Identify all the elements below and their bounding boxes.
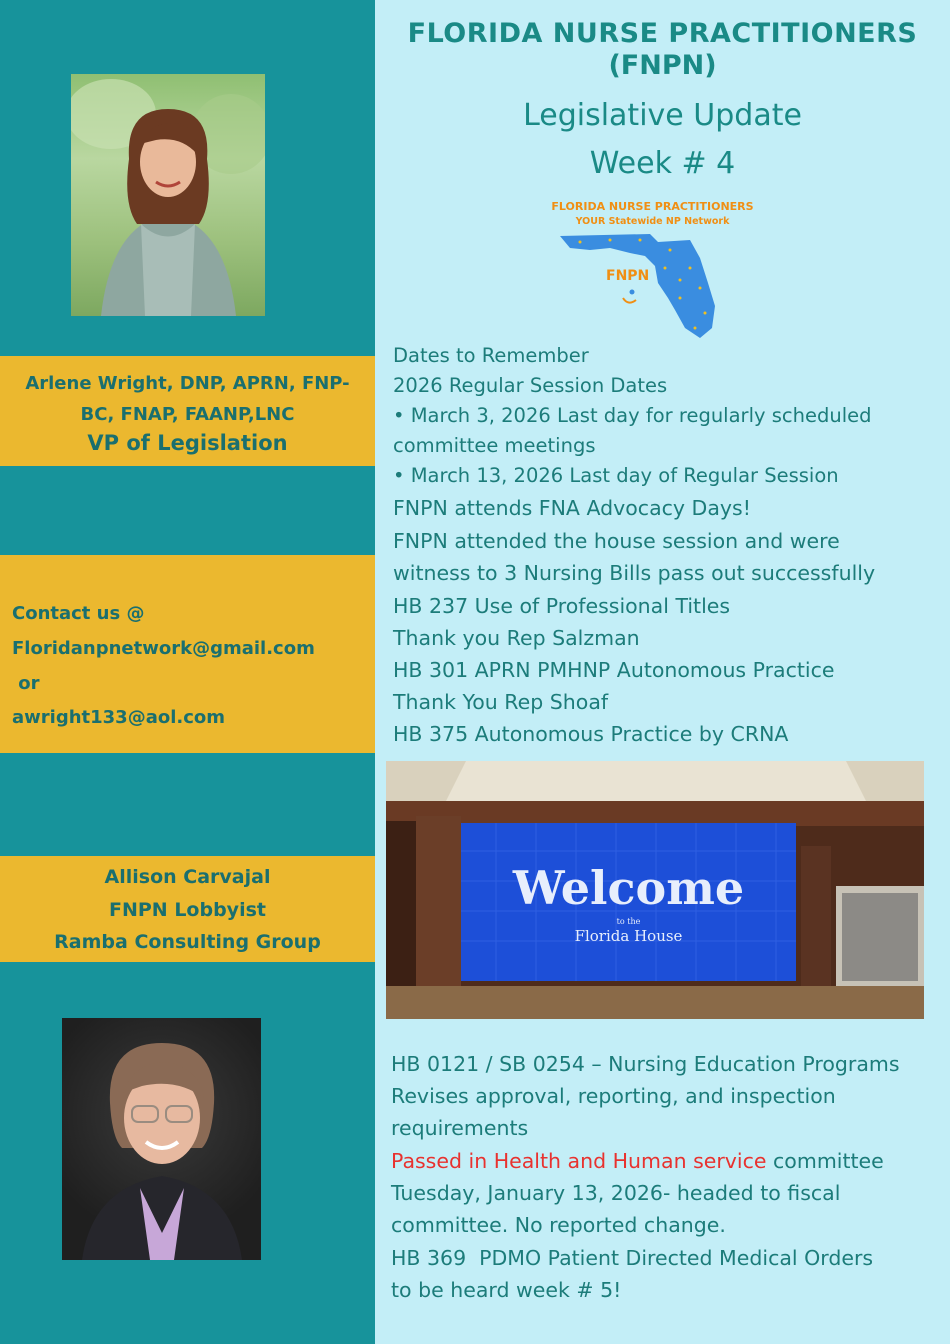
contact-or: or <box>12 673 40 694</box>
lobbyist-title: FNPN Lobbyist <box>109 899 266 921</box>
contact-heading: Contact us @ <box>12 603 145 624</box>
update-2: FNPN attended the house session and were <box>393 529 840 553</box>
dates-heading: Dates to Remember <box>393 344 589 367</box>
bill-0121-note: committee. No reported change. <box>391 1213 726 1237</box>
lobbyist-box <box>0 856 375 962</box>
header-title-line2: (FNPN) <box>608 50 717 81</box>
welcome-text: Welcome <box>512 861 745 915</box>
contact-box <box>0 555 375 753</box>
update-7: Thank You Rep Shoaf <box>393 690 609 714</box>
dates-item-1b: committee meetings <box>393 434 596 457</box>
florida-map-icon <box>540 228 765 340</box>
bill-369-title: HB 369 PDMO Patient Directed Medical Orders <box>391 1246 874 1270</box>
lobbyist-org: Ramba Consulting Group <box>54 931 321 953</box>
portrait-illustration-wright <box>71 74 265 316</box>
wright-info-box <box>0 356 375 466</box>
to-the-text: to the <box>616 917 641 926</box>
fnpn-logo <box>540 200 765 340</box>
bill-369-note: to be heard week # 5! <box>391 1278 622 1302</box>
logo-abbr: FNPN <box>606 268 650 284</box>
bill-0121-status-highlight: Passed in Health and Human service <box>391 1149 767 1173</box>
header-title-line1: FLORIDA NURSE PRACTITIONERS <box>407 18 918 49</box>
portrait-illustration-carvajal <box>62 1018 261 1260</box>
header-subtitle: Legislative Update <box>523 98 802 133</box>
logo-tagline: YOUR Statewide NP Network <box>575 216 730 227</box>
bill-0121-date: Tuesday, January 13, 2026- headed to fiscal <box>391 1181 841 1205</box>
lobbyist-name: Allison Carvajal <box>104 866 271 888</box>
update-8: HB 375 Autonomous Practice by CRNA <box>393 722 789 746</box>
florida-house-photo <box>386 761 924 1019</box>
logo-title: FLORIDA NURSE PRACTITIONERS <box>551 200 754 213</box>
update-6: HB 301 APRN PMHNP Autonomous Practice <box>393 658 835 682</box>
wright-role: VP of Legislation <box>87 431 288 455</box>
bill-0121-desc-1: Revises approval, reporting, and inspection <box>391 1084 836 1108</box>
bill-0121-desc-2: requirements <box>391 1116 529 1140</box>
allison-carvajal-photo <box>62 1018 261 1260</box>
wright-name-line2: BC, FNAP, FAANP,LNC <box>80 404 295 425</box>
wright-name <box>10 368 365 430</box>
header-week: Week # 4 <box>589 146 736 181</box>
dates-session: 2026 Regular Session Dates <box>393 374 668 397</box>
update-1: FNPN attends FNA Advocacy Days! <box>393 496 751 520</box>
update-5: Thank you Rep Salzman <box>393 626 640 650</box>
arlene-wright-photo <box>71 74 265 316</box>
dates-item-1a: • March 3, 2026 Last day for regularly scheduled <box>393 404 872 427</box>
dates-item-2: • March 13, 2026 Last day of Regular Session <box>393 464 839 487</box>
bill-0121-title: HB 0121 / SB 0254 – Nursing Education Programs <box>391 1052 900 1076</box>
bill-0121-status <box>391 1149 884 1173</box>
bill-0121-status-rest: committee <box>766 1149 884 1173</box>
contact-email-wright[interactable]: awright133@aol.com <box>12 707 226 728</box>
contact-email-fnpn[interactable]: Floridanpnetwork@gmail.com <box>12 638 315 659</box>
update-4: HB 237 Use of Professional Titles <box>393 594 731 618</box>
update-3: witness to 3 Nursing Bills pass out successfully <box>393 561 876 585</box>
florida-house-text: Florida House <box>574 927 683 945</box>
wright-name-line1: Arlene Wright, DNP, APRN, FNP- <box>25 373 350 394</box>
